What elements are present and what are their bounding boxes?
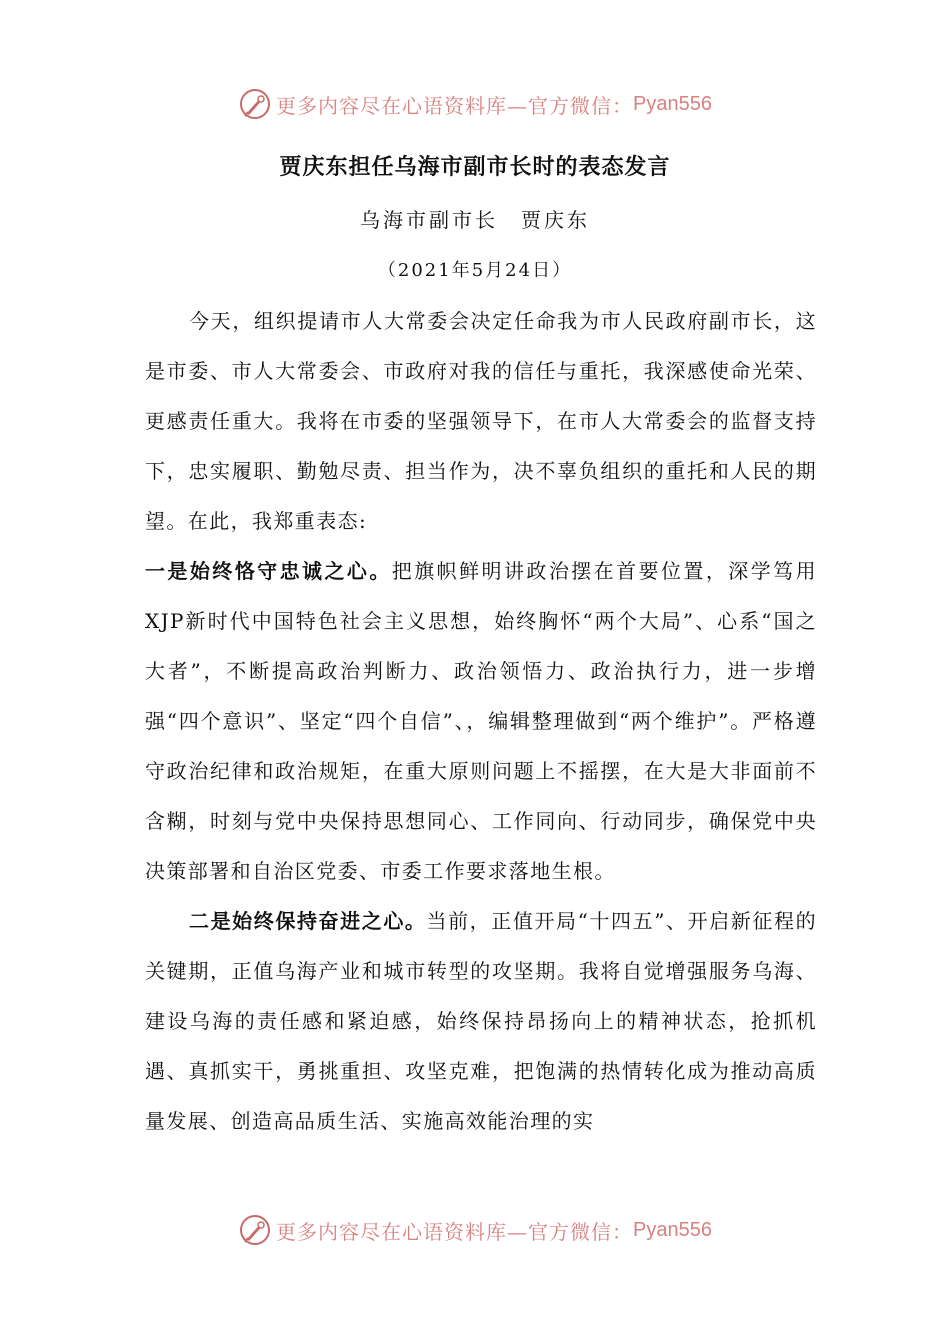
section-2-lead: 二是始终保持奋进之心。: [189, 909, 427, 933]
banner-wechat-id: Pyan556: [633, 92, 712, 115]
banner-text: 更多内容尽在心语资料库—官方微信：: [276, 93, 634, 118]
date-line: （2021年5月24日）: [377, 260, 573, 281]
section-2-text: 当前，正值开局“十四五”、开启新征程的关键期，正值乌海产业和城市转型的攻坚期。我将自觉增强服务乌海、建设乌海的责任感和紧迫感，始终保持昂扬向上的精神状态，抢抓机遇、真抓实干，勇挑重担、攻坚克难，把饱满的热情转化成为推动高质量发展、创造高品质生活、实施高效能治理的实: [145, 909, 817, 1133]
section-1-paragraph: [145, 546, 817, 896]
document-body: [145, 296, 817, 1146]
author-line: 乌海市副市长 贾庆东: [360, 208, 590, 232]
banner-wechat-id: Pyan556: [633, 1218, 712, 1241]
footer-banner: [0, 1210, 950, 1250]
section-1-text: 把旗帜鲜明讲政治摆在首要位置，深学笃用XJP新时代中国特色社会主义思想，始终胸怀“两个大局”、心系“国之大者”，不断提高政治判断力、政治领悟力、政治执行力，进一步增强“四个意识”、坚定“四个自信”、，编辑整理做到“两个维护”。严格遵守政治纪律和政治规矩，在重大原则问题上不摇摆，在大是大非面前不含糊，时刻与党中央保持思想同心、工作同向、行动同步，确保党中央决策部署和自治区党委、市委工作要求落地生根。: [145, 559, 817, 883]
quill-pen-logo-icon: [238, 87, 272, 121]
section-2-paragraph: [145, 896, 817, 1146]
header-banner: [0, 84, 950, 124]
intro-paragraph: 今天，组织提请市人大常委会决定任命我为市人民政府副市长，这是市委、市人大常委会、市政府对我的信任与重托，我深感使命光荣、更感责任重大。我将在市委的坚强领导下，在市人大常委会的监督支持下，忠实履职、勤勉尽责、担当作为，决不辜负组织的重托和人民的期望。在此，我郑重表态:: [145, 309, 817, 533]
section-1-lead: 一是始终恪守忠诚之心。: [145, 559, 392, 583]
quill-pen-logo-icon: [238, 1213, 272, 1247]
banner-text: 更多内容尽在心语资料库—官方微信：: [276, 1219, 634, 1244]
page-title: 贾庆东担任乌海市副市长时的表态发言: [279, 154, 671, 180]
